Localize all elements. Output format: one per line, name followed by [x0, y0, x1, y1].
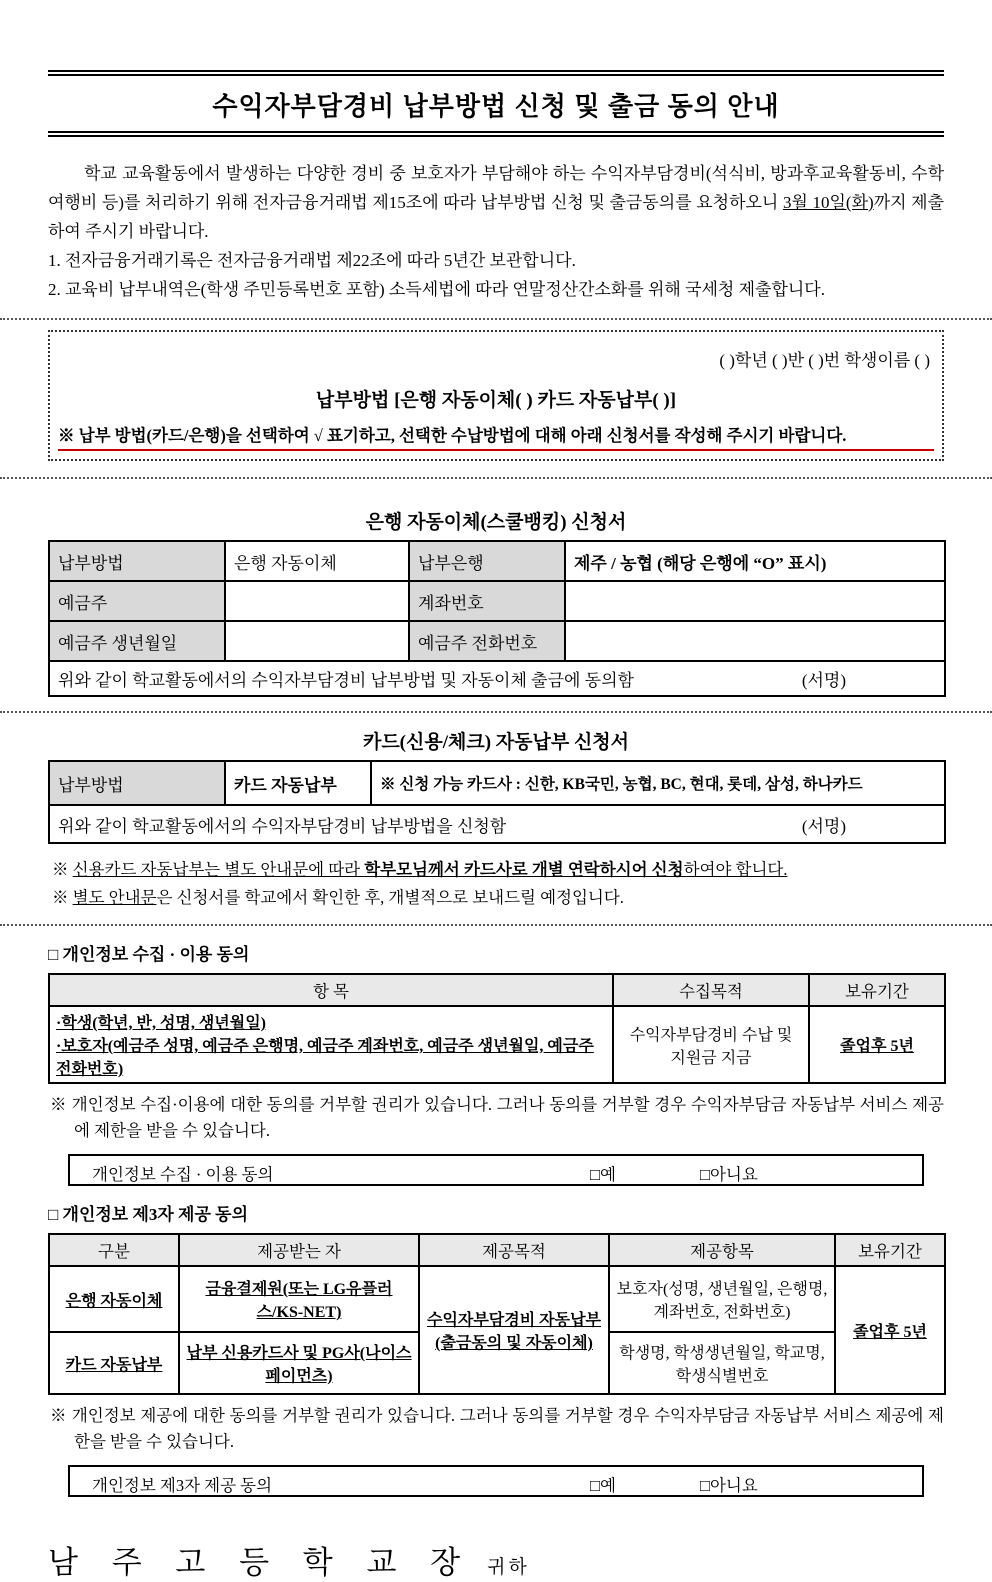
collect-purpose-cell: 수익자부담경비 수납 및 지원금 지금 — [613, 1006, 809, 1083]
card-note-1-bold: 학부모님께서 카드사로 개별 연락하시어 신청 — [364, 860, 684, 879]
third-consent-no-checkbox[interactable]: □아니요 — [700, 1476, 758, 1495]
table-row — [49, 1006, 945, 1083]
honorific-label: 귀하 — [487, 1557, 530, 1578]
bank-form-table — [48, 540, 946, 697]
privacy-collect-table — [48, 973, 946, 1084]
bank-consent-row — [49, 661, 945, 696]
collect-consent-row — [68, 1154, 924, 1186]
collect-items-cell — [49, 1006, 613, 1083]
holder-input-cell[interactable] — [225, 581, 409, 621]
third-retention-cell: 졸업후 5년 — [835, 1266, 945, 1394]
third-header-receiver: 제공받는 자 — [179, 1234, 419, 1266]
school-principal-name: 남 주 고 등 학 교 장 — [48, 1545, 474, 1580]
table-row — [49, 621, 945, 661]
bank-method-value-cell: 은행 자동이체 — [225, 541, 409, 581]
card-form-notes — [52, 856, 944, 912]
account-input-cell[interactable] — [565, 581, 945, 621]
table-row — [49, 1234, 945, 1266]
third-purpose-cell — [419, 1266, 609, 1394]
third-consent-yes-checkbox[interactable]: □예 — [590, 1476, 616, 1495]
privacy-third-table — [48, 1233, 946, 1395]
holder-label-cell: 예금주 — [49, 581, 225, 621]
bank-consent-text: 위와 같이 학교활동에서의 수익자부담경비 납부방법 및 자동이체 출금에 동의함 — [58, 671, 634, 690]
payment-method-choice-line[interactable]: 납부방법 [은행 자동이체( ) 카드 자동납부( )] — [315, 390, 677, 411]
card-note-1 — [52, 856, 944, 884]
third-header-purpose: 제공목적 — [419, 1234, 609, 1266]
holder-birth-label-cell: 예금주 생년월일 — [49, 621, 225, 661]
third-row1-type-cell: 은행 자동이체 — [49, 1266, 179, 1332]
third-purpose-main: 수익자부담경비 자동납부 — [426, 1312, 602, 1329]
collect-consent-label: 개인정보 수집 · 이용 동의 — [92, 1165, 274, 1184]
card-form-title: 카드(신용/체크) 자동납부 신청서 — [362, 732, 630, 753]
third-refusal-note: ※ 개인정보 제공에 대한 동의를 거부할 권리가 있습니다. 그러나 동의를 거부할 경우 수익자부담금 자동납부 서비스 제공에 제한을 받을 수 있습니다. — [50, 1406, 944, 1451]
third-purpose-sub: (출금동의 및 자동이체) — [435, 1335, 593, 1352]
bank-form-title: 은행 자동이체(스쿨뱅킹) 신청서 — [365, 512, 627, 533]
account-label-cell: 계좌번호 — [409, 581, 565, 621]
third-row1-items-cell: 보호자(성명, 생년월일, 은행명, 계좌번호, 전화번호) — [609, 1266, 835, 1332]
collect-item-guardian: ·보호자(예금주 성명, 예금주 은행명, 예금주 계좌번호, 예금주 생년월일, 예금주 전화번호) — [56, 1038, 594, 1078]
card-method-label-cell: 납부방법 — [49, 761, 225, 805]
third-row2-type-cell: 카드 자동납부 — [49, 1332, 179, 1394]
intro-text-after: 까지 제출하여 주시기 바랍니다. — [48, 193, 944, 241]
intro-paragraph — [48, 159, 944, 246]
bank-method-label-cell: 납부방법 — [49, 541, 225, 581]
bank-name-choice-cell[interactable]: 제주 / 농협 (해당 은행에 “O” 표시) — [565, 541, 945, 581]
third-header-retention: 보유기간 — [835, 1234, 945, 1266]
card-signature-field[interactable]: (서명) — [801, 816, 846, 836]
collect-consent-no-checkbox[interactable]: □아니요 — [700, 1165, 758, 1184]
student-info-box — [48, 330, 944, 461]
table-row — [49, 1266, 945, 1332]
privacy-third-section-title: □ 개인정보 제3자 제공 동의 — [48, 1205, 248, 1224]
dotted-separator-4 — [0, 924, 992, 926]
collect-header-purpose: 수집목적 — [613, 974, 809, 1006]
holder-birth-input-cell[interactable] — [225, 621, 409, 661]
card-consent-row — [49, 805, 945, 843]
document-title-banner — [48, 70, 944, 137]
table-row — [49, 761, 945, 805]
student-info-line[interactable]: ( )학년 ( )반 ( )번 학생이름 ( ) — [719, 351, 930, 370]
method-selection-note: ※ 납부 방법(카드/은행)을 선택하여 √ 표기하고, 선택한 수납방법에 대해 아래 신청서를 작성해 주시기 바랍니다. — [58, 422, 934, 451]
intro-item-2: 2. 교육비 납부내역은(학생 주민등록번호 포함) 소득세법에 따라 연말정산간소화를 위해 국세청 제출합니다. — [48, 280, 825, 299]
asterisk-mark: ※ — [52, 888, 73, 907]
card-note-1-tail: 하여야 합니다. — [683, 860, 788, 879]
table-row — [49, 581, 945, 621]
intro-text-before: 학교 교육활동에서 발생하는 다양한 경비 중 보호자가 부담해야 하는 수익자부담경비(석식비, 방과후교육활동비, 수학여행비 등)를 처리하기 위해 전자금융거래법 제15조에 따라 납부방법 신청 및 출금동의를 요청하오니 — [48, 164, 944, 212]
collect-retention-cell: 졸업후 5년 — [809, 1006, 945, 1083]
intro-item-1: 1. 전자금융거래기록은 전자금융거래법 제22조에 따라 5년간 보관합니다. — [48, 251, 576, 270]
dotted-separator-3 — [0, 711, 992, 713]
third-header-items: 제공항목 — [609, 1234, 835, 1266]
collect-refusal-note: ※ 개인정보 수집·이용에 대한 동의를 거부할 권리가 있습니다. 그러나 동의를 거부할 경우 수익자부담금 자동납부 서비스 제공에 제한을 받을 수 있습니다. — [50, 1095, 944, 1140]
bank-name-label-cell: 납부은행 — [409, 541, 565, 581]
collect-header-items: 항 목 — [49, 974, 613, 1006]
card-companies-cell: ※ 신청 가능 카드사 : 신한, KB국민, 농협, BC, 현대, 롯데, 삼성, 하나카드 — [371, 761, 945, 805]
collect-header-retention: 보유기간 — [809, 974, 945, 1006]
card-consent-text: 위와 같이 학교활동에서의 수익자부담경비 납부방법을 신청함 — [58, 816, 507, 836]
card-note-2 — [52, 884, 944, 912]
table-row — [49, 974, 945, 1006]
table-row — [49, 661, 945, 696]
page-title: 수익자부담경비 납부방법 신청 및 출금 동의 안내 — [212, 92, 780, 121]
asterisk-mark: ※ — [52, 860, 73, 879]
dotted-separator-2 — [0, 477, 992, 479]
collect-item-student: ·학생(학년, 반, 성명, 생년월일) — [56, 1015, 267, 1032]
third-header-type: 구분 — [49, 1234, 179, 1266]
card-note-1-text: 신용카드 자동납부는 별도 안내문에 따라 — [72, 860, 365, 879]
collect-consent-yes-checkbox[interactable]: □예 — [590, 1165, 616, 1184]
card-method-value-cell: 카드 자동납부 — [225, 761, 371, 805]
card-note-2-underlined: 별도 안내문 — [72, 888, 157, 907]
third-row2-receiver-cell: 납부 신용카드사 및 PG사(나이스페이먼츠) — [179, 1332, 419, 1394]
third-row1-receiver-cell: 금융결제원(또는 LG유플러스/KS-NET) — [179, 1266, 419, 1332]
dotted-separator-1 — [0, 318, 992, 320]
third-consent-label: 개인정보 제3자 제공 동의 — [92, 1476, 273, 1495]
table-row — [49, 541, 945, 581]
footer-addressee — [48, 1537, 944, 1582]
holder-phone-label-cell: 예금주 전화번호 — [409, 621, 565, 661]
card-form-table — [48, 760, 946, 844]
third-row2-items-cell: 학생명, 학생생년월일, 학교명, 학생식별번호 — [609, 1332, 835, 1394]
intro-section — [0, 159, 992, 304]
card-note-2-text: 은 신청서를 학교에서 확인한 후, 개별적으로 보내드릴 예정입니다. — [156, 888, 624, 907]
table-row — [49, 805, 945, 843]
privacy-collect-section-title: □ 개인정보 수집 · 이용 동의 — [48, 945, 250, 964]
deadline-underlined: 3월 10일(화) — [782, 193, 874, 212]
third-consent-row — [68, 1465, 924, 1497]
bank-signature-field[interactable]: (서명) — [801, 671, 846, 690]
holder-phone-input-cell[interactable] — [565, 621, 945, 661]
